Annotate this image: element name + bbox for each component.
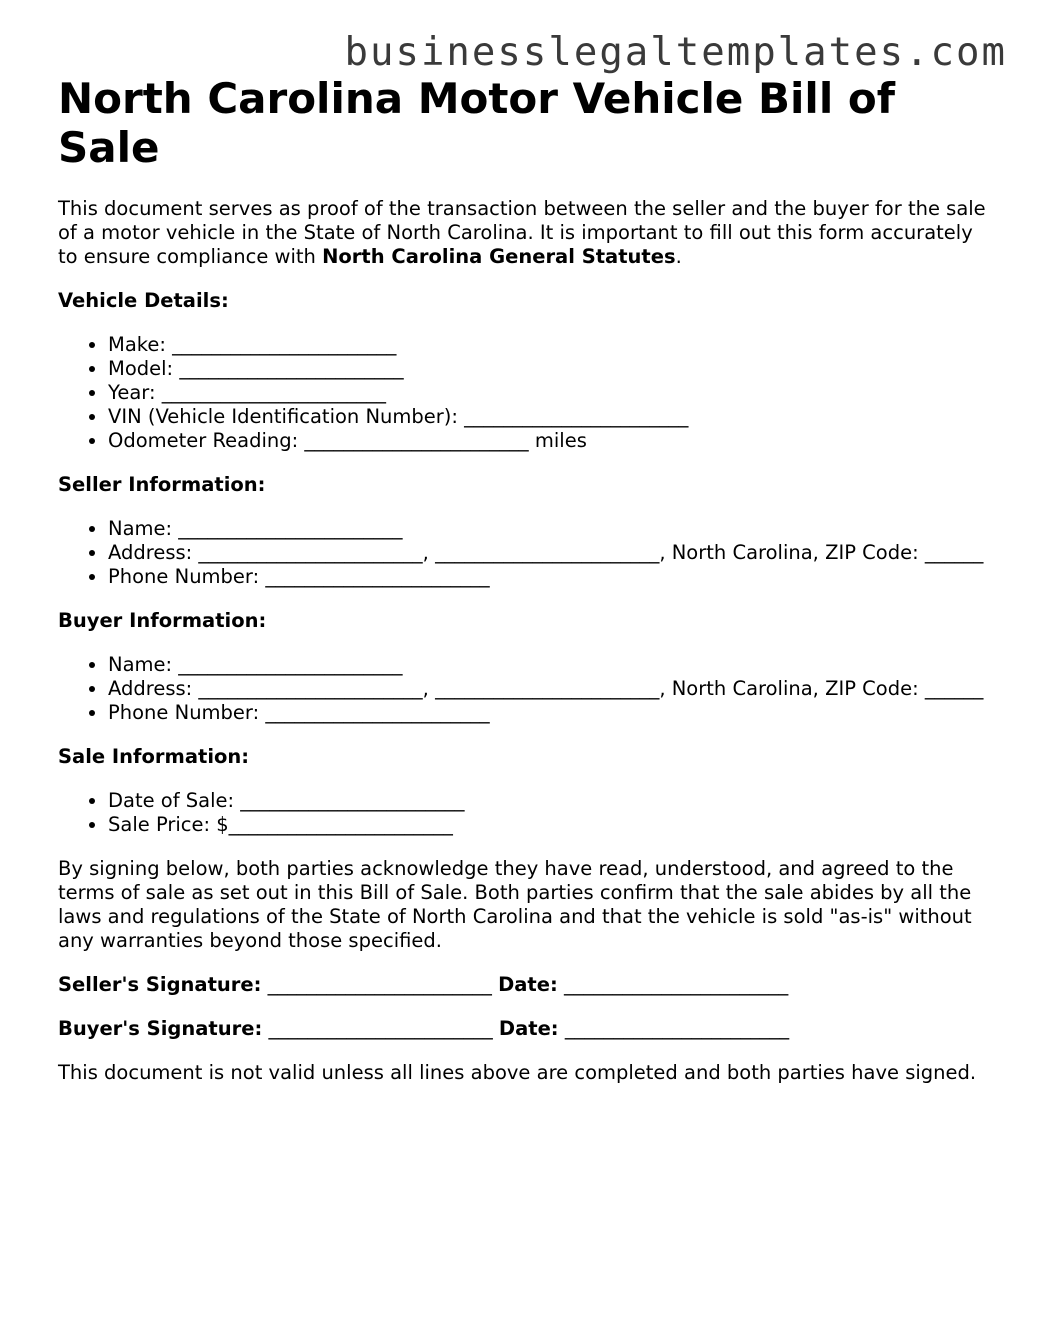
vehicle-details-list xyxy=(58,333,988,453)
seller-information-list xyxy=(58,517,988,589)
intro-statutes: North Carolina General Statutes xyxy=(322,245,676,268)
acknowledgement-paragraph: By signing below, both parties acknowledge they have read, understood, and agreed to the terms of sale as set out in this Bill of Sale. Both parties confirm that the sale abides by all the laws and regulations of the State of North Carolina and that the vehicle is sold "as-is" without any warranties beyond those specified. xyxy=(58,857,972,952)
seller-date-blank: _______________________ xyxy=(563,973,789,996)
seller-information-heading: Seller Information: xyxy=(58,473,266,496)
buyer-signature-blank: _______________________ xyxy=(268,1017,493,1040)
document-body xyxy=(58,197,988,1105)
seller-date-label: Date: xyxy=(498,973,558,996)
seller-address-field: • Address: _______________________, _______________________, North Carolina, ZIP Code: ______ xyxy=(108,541,988,565)
sale-information-heading: Sale Information: xyxy=(58,745,250,768)
buyer-information-list xyxy=(58,653,988,725)
vehicle-odometer-field: • Odometer Reading: _______________________ miles xyxy=(108,429,988,453)
buyer-phone-field: • Phone Number: _______________________ xyxy=(108,701,988,725)
sale-information-list xyxy=(58,789,988,837)
sale-date-field: • Date of Sale: _______________________ xyxy=(108,789,988,813)
watermark-text: businesslegaltemplates.com xyxy=(344,30,1007,75)
vehicle-vin-field: • VIN (Vehicle Identification Number): _______________________ xyxy=(108,405,988,429)
seller-name-field: • Name: _______________________ xyxy=(108,517,988,541)
seller-phone-field: • Phone Number: _______________________ xyxy=(108,565,988,589)
buyer-signature-line xyxy=(58,1017,988,1041)
intro-paragraph xyxy=(58,197,988,269)
buyer-signature-label: Buyer's Signature: xyxy=(58,1017,263,1040)
buyer-name-field: • Name: _______________________ xyxy=(108,653,988,677)
vehicle-model-field: • Model: _______________________ xyxy=(108,357,988,381)
intro-period: . xyxy=(675,245,682,268)
buyer-information-heading: Buyer Information: xyxy=(58,609,267,632)
vehicle-year-field: • Year: _______________________ xyxy=(108,381,988,405)
buyer-address-field: • Address: _______________________, _______________________, North Carolina, ZIP Code: ______ xyxy=(108,677,988,701)
buyer-date-label: Date: xyxy=(498,1017,559,1040)
intro-text: This document serves as proof of the transaction between the seller and the buyer for the sale of a motor vehicle in the State of North Carolina. It is important to fill out this form accurately to ensure compliance with xyxy=(58,197,986,268)
vehicle-make-field: • Make: _______________________ xyxy=(108,333,988,357)
buyer-date-blank: _______________________ xyxy=(564,1017,790,1040)
seller-signature-label: Seller's Signature: xyxy=(58,973,262,996)
seller-signature-blank: _______________________ xyxy=(267,973,492,996)
document-title: North Carolina Motor Vehicle Bill of Sale xyxy=(58,74,895,172)
vehicle-details-heading: Vehicle Details: xyxy=(58,289,229,312)
sale-price-field: • Sale Price: $_______________________ xyxy=(108,813,988,837)
validity-note: This document is not valid unless all lines above are completed and both parties have signed. xyxy=(58,1061,977,1084)
seller-signature-line xyxy=(58,973,988,997)
